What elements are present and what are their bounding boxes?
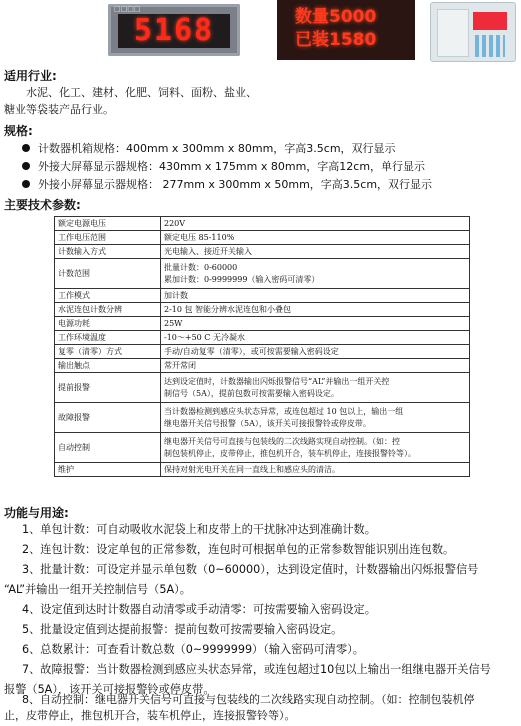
param-name: 工作环境温度 <box>55 331 161 345</box>
param-name: 计数范围 <box>55 259 161 289</box>
device-panel <box>437 9 469 57</box>
spec-item-1 <box>22 140 396 156</box>
industry-heading: 适用行业: <box>4 69 57 83</box>
tech-heading: 主要技术参数: <box>4 198 81 212</box>
industry-line-2: 糖业等袋装产品行业。 <box>4 103 114 116</box>
param-name: 计数输入方式 <box>55 245 161 259</box>
function-1: 1、单包计数：可自动吸收水泥袋上和皮带上的干扰脉冲达到准确计数。 <box>22 523 376 536</box>
function-8: 8、自动控制：继电器开关信号可直接与包装线的二次线路实现自动控制。（如：控制包装机停 <box>22 693 475 706</box>
bullet-dot <box>22 144 30 152</box>
param-name: 复零（清零）方式 <box>55 345 161 359</box>
param-value: 手动/自动复零（清零），或可按需要输入密码设定 <box>161 345 470 359</box>
counter-box-tag: □□□□ <box>114 5 141 13</box>
table-row <box>55 303 470 317</box>
param-name: 水泥连包计数分辨 <box>55 303 161 317</box>
param-value-line-1: 继电器开关信号可直接与包装线的二次线路实现自动控制。（如：控 <box>164 436 400 446</box>
spec-item-2 <box>22 158 425 174</box>
param-value-line-2: 制包装机停止，皮带停止，推包机开合，装车机停止，连接报警铃等）。 <box>164 448 416 458</box>
spec-item-3 <box>22 176 432 192</box>
table-row <box>55 231 470 245</box>
param-name: 输出触点 <box>55 359 161 373</box>
table-row <box>55 259 470 289</box>
param-value <box>161 433 470 463</box>
param-value: 加计数 <box>161 289 470 303</box>
industry-line-1: 水泥、化工、建材、化肥、饲料、面粉、盐业、 <box>26 86 257 99</box>
device-screen <box>473 12 507 30</box>
param-value-line-2: 继电器开关信号报警（5A），该开关可接报警铃或停皮带。 <box>164 418 371 428</box>
spec-heading: 规格: <box>4 124 33 138</box>
bullet-dot <box>22 180 30 188</box>
functions-heading: 功能与用途: <box>4 506 69 520</box>
led-line-loaded: 已装1580 <box>295 30 377 50</box>
bullet-dot <box>22 162 30 170</box>
param-name: 提前报警 <box>55 373 161 403</box>
param-name: 故障报警 <box>55 403 161 433</box>
param-value-line-2: 制信号（5A），提前包数可按需要输入密码设定。 <box>164 388 339 398</box>
function-7-cont: 报警（5A），该开关可接报警铃或停皮带。 <box>4 683 215 696</box>
table-row <box>55 373 470 403</box>
table-row <box>55 289 470 303</box>
function-7: 7、故障报警：当计数器检测到感应头状态异常，或连包超过10包以上输出一组继电器开关信号 <box>22 663 491 676</box>
small-display-photo <box>430 2 516 62</box>
table-row <box>55 217 470 231</box>
table-row <box>55 345 470 359</box>
led-line-quantity: 数量5000 <box>295 7 377 27</box>
function-2: 2、连包计数：设定单包的正常参数，连包时可根据单包的正常参数智能识别出连包数。 <box>22 543 455 556</box>
param-name: 电源功耗 <box>55 317 161 331</box>
spec-item-text: 计数器机箱规格：400mm x 300mm x 80mm，字高3.5cm，双行显示 <box>38 142 396 155</box>
spec-item-text: 外接大屏幕显示器规格：430mm x 175mm x 80mm，字高12cm，单行显示 <box>38 160 426 173</box>
param-name: 工作模式 <box>55 289 161 303</box>
table-row <box>55 403 470 433</box>
param-value: 常开常闭 <box>161 359 470 373</box>
param-value-line-1: 当计数器检测到感应头状态异常，或连包超过 10 包以上，输出一组 <box>164 406 404 416</box>
param-value <box>161 373 470 403</box>
param-value: -10～+50 C 无冷凝水 <box>161 331 470 345</box>
table-row <box>55 359 470 373</box>
param-name: 自动控制 <box>55 433 161 463</box>
param-value <box>161 259 470 289</box>
device-keypad <box>475 35 505 57</box>
function-4: 4、设定值到达时计数器自动清零或手动清零：可按需要输入密码设定。 <box>22 603 376 616</box>
param-value: 保持对射光电开关在同一直线上和感应头的清洁。 <box>161 463 470 477</box>
function-6: 6、总数累计：可查看计数总数（0~9999999）（输入密码可清零）。 <box>22 643 364 656</box>
param-value: 25W <box>161 317 470 331</box>
param-value <box>161 403 470 433</box>
counter-box-photo <box>108 4 240 56</box>
param-value-line-1: 达到设定值时，计数器输出闪烁报警信号“AL”并输出一组开关控 <box>164 376 390 386</box>
function-8-cont: 止，皮带停止，推包机开合，装车机停止，连接报警铃等）。 <box>4 709 296 722</box>
param-value: 220V <box>161 217 470 231</box>
param-value-line-2: 累加计数：0-9999999（输入密码可清零） <box>164 274 320 284</box>
param-value: 光电输入、接近开关输入 <box>161 245 470 259</box>
function-5: 5、批量设定值到达提前报警：提前包数可按需要输入密码设定。 <box>22 623 343 636</box>
param-name: 额定电源电压 <box>55 217 161 231</box>
param-value-line-1: 批量计数：0-60000 <box>164 262 238 272</box>
param-value: 额定电压 85-110% <box>161 231 470 245</box>
param-name: 维护 <box>55 463 161 477</box>
large-display-photo <box>277 0 415 60</box>
param-name: 工作电压范围 <box>55 231 161 245</box>
table-row <box>55 245 470 259</box>
product-photos <box>0 0 521 62</box>
led-digits: 5168 <box>118 14 230 48</box>
table-row <box>55 463 470 477</box>
function-3: 3、批量计数：可设定并显示单包数（0~60000），达到设定值时，计数器输出闪烁报警信号 <box>22 563 479 576</box>
tech-params-table <box>54 216 470 477</box>
table-row <box>55 433 470 463</box>
spec-item-text: 外接小屏幕显示器规格： 277mm x 300mm x 50mm，字高3.5cm，双行显示 <box>38 178 433 191</box>
table-row <box>55 317 470 331</box>
function-3-cont: “AL”并输出一组开关控制信号（5A）。 <box>4 583 191 596</box>
param-value: 2-10 包 智能分辨水泥连包和小叠包 <box>161 303 470 317</box>
table-row <box>55 331 470 345</box>
